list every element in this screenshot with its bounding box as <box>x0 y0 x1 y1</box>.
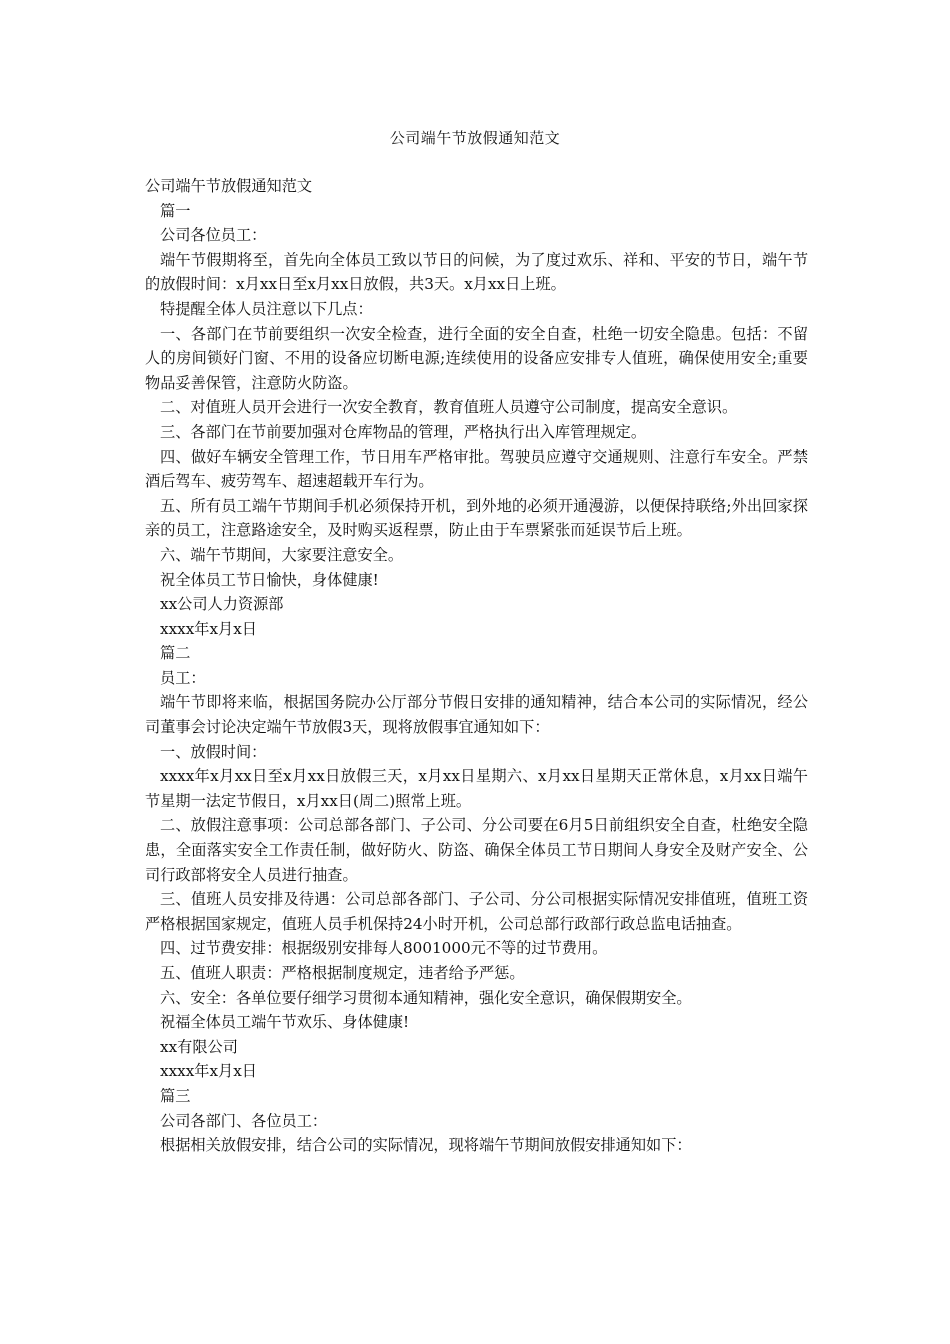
paragraph: 三、值班人员安排及待遇：公司总部各部门、子公司、分公司根据实际情况安排值班，值班工资严格根据国家规定，值班人员手机保持24小时开机，公司总部行政部行政总监电话抽查。 <box>145 890 808 933</box>
paragraph: 五、值班人职责：严格根据制度规定，违者给予严惩。 <box>160 964 525 982</box>
section-label-2: 篇二 <box>160 644 191 663</box>
paragraph: xxxx年x月xx日至x月xx日放假三天，x月xx日星期六、x月xx日星期天正常休息，x月xx日端午节星期一法定节假日，x月xx日(周二)照常上班。 <box>145 767 808 810</box>
signature-date: xxxx年x月x日 <box>160 1062 257 1081</box>
signature-organization: xx有限公司 <box>160 1037 238 1056</box>
signature-date: xxxx年x月x日 <box>160 619 257 638</box>
closing-wish: 祝全体员工节日愉快，身体健康! <box>160 570 379 589</box>
paragraph: 五、所有员工端午节期间手机必须保持开机，到外地的必须开通漫游，以便保持联络;外出回家探亲的员工，注意路途安全，及时购买返程票，防止由于车票紧张而延误节后上班。 <box>145 496 808 540</box>
paragraph: 端午节假期将至，首先向全体员工致以节日的问候，为了度过欢乐、祥和、平安的节日，端午节的放假时间：x月xx日至x月xx日放假，共3天。x月xx日上班。 <box>145 250 808 294</box>
section-label-1: 篇一 <box>160 201 191 220</box>
document-title: 公司端午节放假通知范文 <box>389 129 561 147</box>
paragraph: 六、安全：各单位要仔细学习贯彻本通知精神，强化安全意识，确保假期安全。 <box>160 988 692 1007</box>
paragraph: 四、过节费安排：根据级别安排每人8001000元不等的过节费用。 <box>160 939 608 958</box>
signature-organization: xx公司人力资源部 <box>160 595 284 614</box>
paragraph: 一、各部门在节前要组织一次安全检查，进行全面的安全自查，杜绝一切安全隐患。包括：不留人的房间锁好门窗、不用的设备应切断电源;连续使用的设备应安排专人值班，确保使用安全;重要物品妥善保管，注意防火防盗。 <box>145 324 808 392</box>
paragraph: 根据相关放假安排，结合公司的实际情况，现将端午节期间放假安排通知如下： <box>160 1136 692 1155</box>
salutation: 员工： <box>160 668 206 687</box>
paragraph: 特提醒全体人员注意以下几点： <box>160 299 373 318</box>
paragraph-heading: 公司端午节放假通知范文 <box>145 177 313 195</box>
paragraph: 一、放假时间： <box>160 742 267 761</box>
closing-wish: 祝福全体员工端午节欢乐、身体健康! <box>160 1013 410 1032</box>
paragraph: 二、对值班人员开会进行一次安全教育，教育值班人员遵守公司制度，提高安全意识。 <box>160 398 738 417</box>
paragraph: 六、端午节期间，大家要注意安全。 <box>160 545 403 564</box>
section-label-3: 篇三 <box>160 1086 191 1105</box>
paragraph: 四、做好车辆安全管理工作，节日用车严格审批。驾驶员应遵守交通规则、注意行车安全。严禁酒后驾车、疲劳驾车、超速超载开车行为。 <box>145 447 808 491</box>
paragraph: 端午节即将来临，根据国务院办公厅部分节假日安排的通知精神，结合本公司的实际情况，经公司董事会讨论决定端午节放假3天，现将放假事宜通知如下： <box>145 693 808 737</box>
document-body <box>145 174 808 1158</box>
paragraph: 二、放假注意事项：公司总部各部门、子公司、分公司要在6月5日前组织安全自查，杜绝安全隐患，全面落实安全工作责任制，做好防火、防盗、确保全体员工节日期间人身安全及财产安全、公司行政部将安全人员进行抽查。 <box>145 816 808 884</box>
salutation: 公司各部门、各位员工： <box>160 1111 328 1130</box>
salutation: 公司各位员工： <box>160 226 267 245</box>
paragraph: 三、各部门在节前要加强对仓库物品的管理，严格执行出入库管理规定。 <box>160 422 646 441</box>
